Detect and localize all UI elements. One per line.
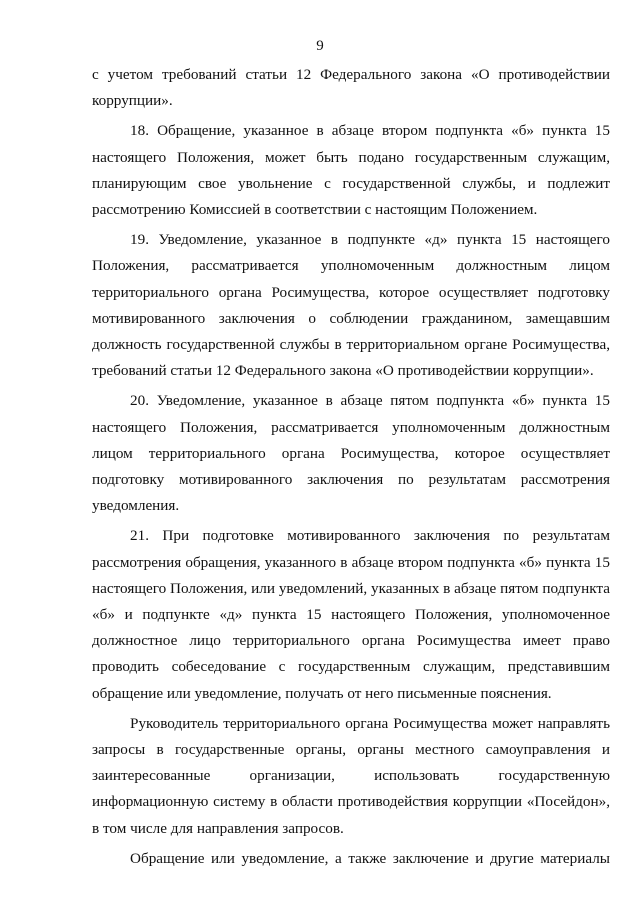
- page-number: 9: [316, 38, 324, 54]
- paragraph-item-20: 20. Уведомление, указанное в абзаце пятом подпункта «б» пункта 15 настоящего Положения, рассматривается уполномоченным должностным лицом территориального органа Росимущества, которое осуществляет подготовку мотивированного заключения по результатам рассмотрения уведомления.: [92, 392, 610, 515]
- paragraph-item-21: 21. При подготовке мотивированного заключения по результатам рассмотрения обращения, указанного в абзаце втором подпункта «б» пункта 15 настоящего Положения, или уведомлений, указанных в абзаце пятом подпункта «б» и подпункте «д» пункта 15 настоящего Положения, уполномоченное должностное лицо территориального органа Росимущества имеет право проводить собеседование с государственным служащим, представившим обращение или уведомление, получать от него письменные пояснения.: [92, 527, 610, 702]
- paragraph-item-19: 19. Уведомление, указанное в подпункте «д» пункта 15 настоящего Положения, рассматривается уполномоченным должностным лицом территориального органа Росимущества, которое осуществляет подготовку мотивированного заключения о соблюдении гражданином, замещавшим должность государственной службы в территориальном органе Росимущества, требований статьи 12 Федерального закона «О противодействии коррупции».: [92, 231, 610, 380]
- document-body: [92, 62, 610, 872]
- paragraph-continuation: с учетом требований статьи 12 Федерального закона «О противодействии коррупции».: [92, 66, 610, 110]
- paragraph-head-requests: Руководитель территориального органа Росимущества может направлять запросы в государственные органы, органы местного самоуправления и заинтересованные организации, использовать государственную информационную систему в области противодействия коррупции «Посейдон», в том числе для направления запросов.: [92, 714, 610, 837]
- paragraph-cutoff: Обращение или уведомление, а также заключение и другие материалы: [130, 849, 610, 867]
- paragraph-item-18: 18. Обращение, указанное в абзаце втором подпункта «б» пункта 15 настоящего Положения, может быть подано государственным служащим, планирующим свое увольнение с государственной службы, и подлежит рассмотрению Комиссией в соответствии с настоящим Положением.: [92, 122, 610, 219]
